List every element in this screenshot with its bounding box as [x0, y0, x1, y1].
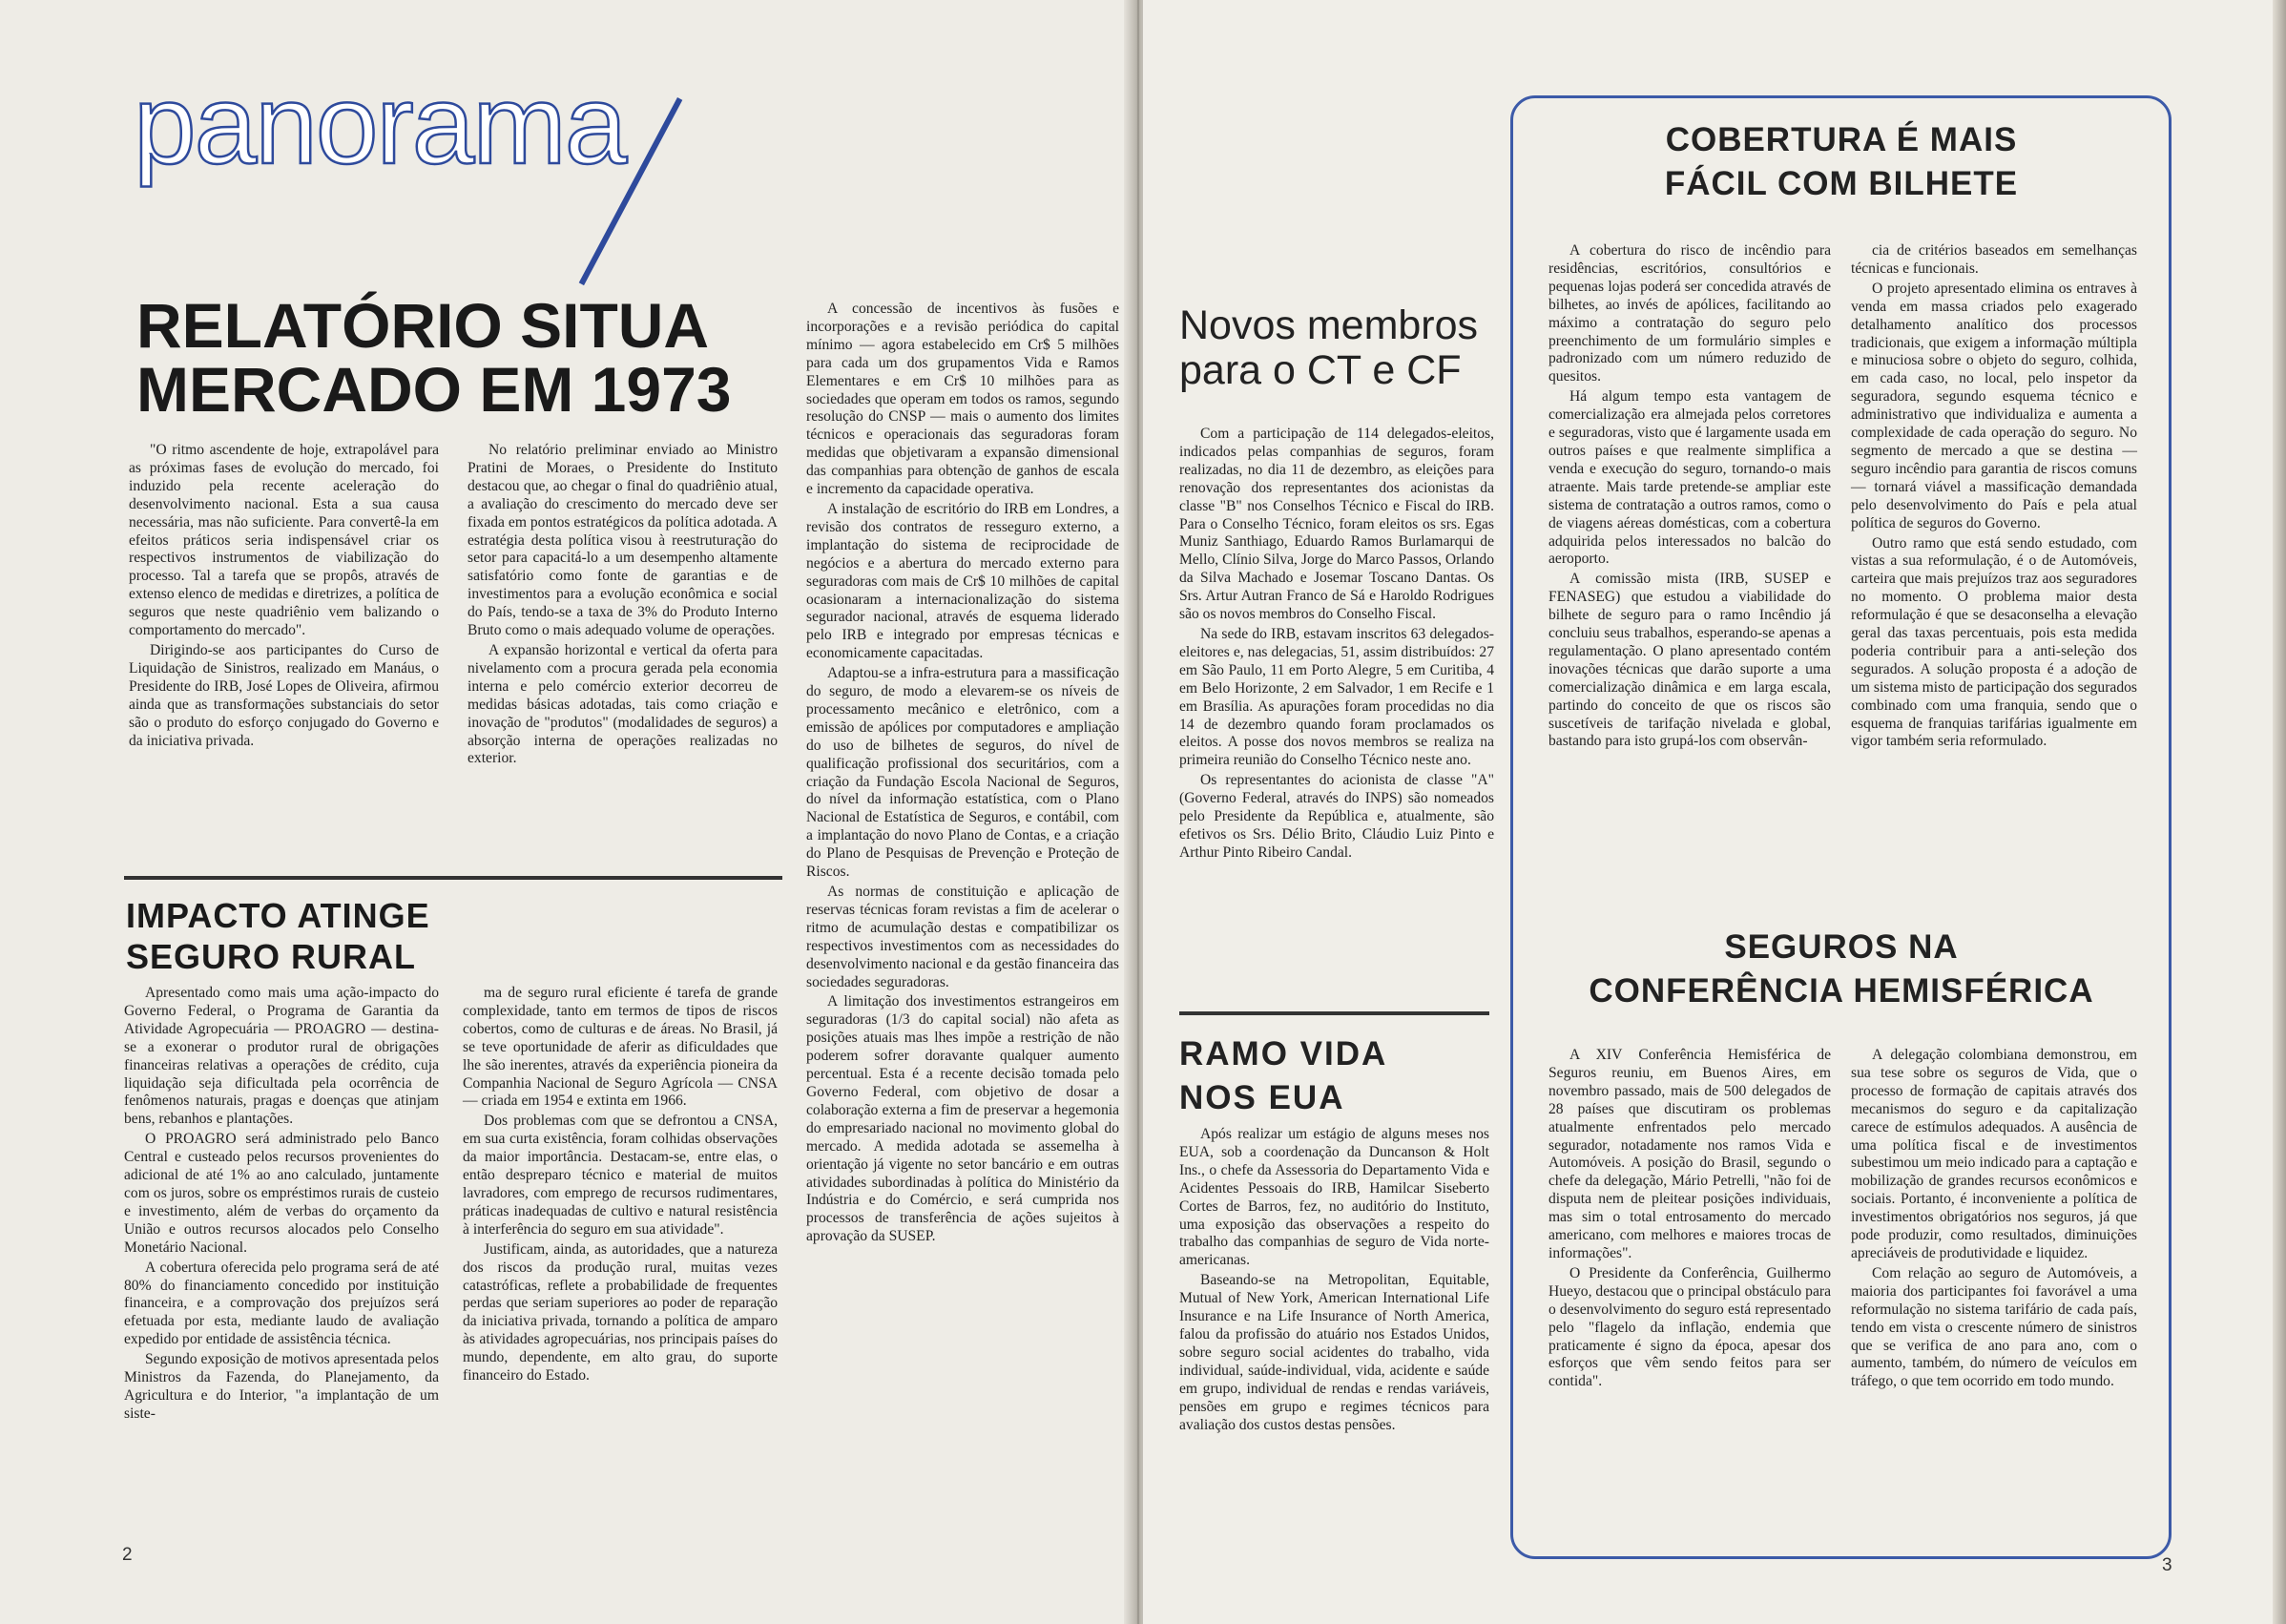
- article-column: [1548, 242, 1831, 753]
- headline-line: NOS EUA: [1179, 1078, 1345, 1116]
- paragraph: A concessão de incentivos às fusões e incorporações e a revisão periódica do capital mínimo — agora estabelecido em Cr$ 5 milhões para cada um dos grupamentos Vida e Ramos Elementares e em Cr$ 10 milhões para as sociedades que operam em todos os ramos, segundo resolução do CNSP — mais o aumento dos limites técnicos e operacionais das seguradoras foram medidas que objetivaram a expansão dimensional das companhias para obtenção de ganhos de escala e incremento da capacidade operativa.: [806, 301, 1119, 498]
- paragraph: A XIV Conferência Hemisférica de Seguros reuniu, em Buenos Aires, em novembro passado, mais de 500 delegados de 28 países que discutiram os problemas atualmente enfrentados pelo mercado segurador, notadamente nos ramos Vida e Automóveis. A posição do Brasil, segundo o chefe da delegação, Mário Petrelli, "não foi de disputa nem de pleitear posições individuais, mas sim o total entrosamento do mercado americano, com melhores e maiores trocas de informações".: [1548, 1047, 1831, 1261]
- paragraph: A expansão horizontal e vertical da oferta para nivelamento com a procura gerada pela economia interna e pelo comércio exterior decorreu de medidas básicas adotadas, tais como criação e inovação de "produtos" (modalidades de seguros) a absorção interna de operações realizadas no exterior.: [468, 641, 778, 767]
- paragraph: O Presidente da Conferência, Guilhermo Hueyo, destacou que o principal obstáculo para o desenvolvimento do seguro está representado pelo "flagelo da inflação, endemia que praticamente é signo da época, apesar dos esforços que vêm sendo feitos para ser contida".: [1548, 1264, 1831, 1390]
- paragraph: Justificam, ainda, as autoridades, que a natureza dos riscos da produção rural, muitas vezes catastróficas, reflete a probabilidade de frequentes perdas que seriam superiores ao poder de reparação da iniciativa privada, tornando a política de amparo às atividades agropecuárias, nos principais países do mundo, dependente, em alto grau, do suporte financeiro do Estado.: [463, 1240, 778, 1385]
- paragraph: Apresentado como mais uma ação-impacto do Governo Federal, o Programa de Garantia da Atividade Agropecuária — PROAGRO — destina-se a exonerar o produtor rural de obrigações financeiras relativas a operações de crédito, cuja liquidação seja dificultada pela ocorrência de fenômenos naturais, pragas e doenças que atinjam bens, rebanhos e plantações.: [124, 985, 439, 1128]
- article-column: [468, 442, 778, 770]
- article-column: [1179, 426, 1494, 864]
- page-number: 3: [2162, 1555, 2172, 1575]
- paragraph: A limitação dos investimentos estrangeiros em seguradoras (1/3 do capital social) não afeta as posições atuais mas lhes impõe a restrição de não poderem sofrer doravante qualquer aumento percentual. Esta é a recente decisão tomada pelo Governo Federal, com objetivo de dosar a colaboração externa a fim de preservar a hegemonia do empresariado nacional no movimento global do mercado. A medida adotada se assemelha à orientação já vigente no setor bancário e em outras atividades subordinadas à política do Ministério da Indústria e do Comércio, e será cumprida nos processos de transferência de ações sujeitos à aprovação da SUSEP.: [806, 993, 1119, 1245]
- article-column: [1179, 1126, 1489, 1436]
- paragraph: Adaptou-se a infra-estrutura para a massificação do seguro, de modo a elevarem-se os níveis de processamento mecânico e eletrônico, com a emissão de apólices por computadores e ampliação do uso de bilhetes de seguros, do nível de qualificação profissional dos securitários, com a criação da Fundação Escola Nacional de Seguros, do nível da informação estatística, com o Plano Nacional de Estatística de Seguros, e contábil, com a implantação do novo Plano de Contas, e a criação do Plano de Pesquisas de Prevenção e Proteção de Riscos.: [806, 665, 1119, 881]
- paragraph: "O ritmo ascendente de hoje, extrapolável para as próximas fases de evolução do mercado, foi induzido pela recente aceleração do desenvolvimento nacional. Esta a sua causa necessária, mas não suficiente. Para convertê-la em efeitos práticos seria indispensável criar os respectivos instrumentos de viabilização do processo. Tal a tarefa que se propôs, através de extenso elenco de medidas e diretrizes, a política de seguros que neste quadriênio vem balizando o comportamento do mercado".: [129, 442, 439, 639]
- article-column: [463, 985, 778, 1387]
- paragraph: As normas de constituição e aplicação de reservas técnicas foram revistas a fim de acelerar o ritmo de acumulação destas e compatibilizar os respectivos investimentos com as necessidades do desenvolvimento nacional e da gestão financeira das sociedades seguradoras.: [806, 884, 1119, 990]
- paragraph: O PROAGRO será administrado pelo Banco Central e custeado pelos recursos provenientes do adicional de até 1% ao ano calculado, juntamente com os juros, sobre os empréstimos rurais de custeio e investimento, além de verbas do orçamento da União e outros recursos alocados pelo Conselho Monetário Nacional.: [124, 1131, 439, 1256]
- paragraph: Com relação ao seguro de Automóveis, a maioria dos participantes foi favorável a uma reformulação no sistema tarifário de cada país, tendo em vista o crescente número de sinistros que se verifica de ano para ano, com o aumento, também, do número de veículos em tráfego, o que tem ocorrido em todo mundo.: [1851, 1264, 2137, 1390]
- paragraph: Os representantes do acionista de classe "A" (Governo Federal, através do INPS) são nomeados pelo Presidente da República e, atualmente, são efetivos os Srs. Délio Brito, Cláudio Luiz Pinto e Arthur Pinto Ribeiro Candal.: [1179, 772, 1494, 861]
- paragraph: Dirigindo-se aos participantes do Curso de Liquidação de Sinistros, realizado em Manáus, o Presidente do IRB, José Lopes de Oliveira, afirmou ainda que as transformações substanciais do setor são o produto do esforço conjugado do Governo e da iniciativa privada.: [129, 641, 439, 749]
- headline-line: COBERTURA É MAIS: [1665, 121, 2018, 158]
- paragraph: Dos problemas com que se defrontou a CNSA, em sua curta existência, foram colhidas observações da maior importância. Destacam-se, entre elas, o então despreparo técnico e material de muitos lavradores, com emprego de recursos rudimentares, práticas inadequadas de cultivo e natural resistência à interferência do seguro em sua atividade".: [463, 1113, 778, 1238]
- headline-line: para o CT e CF: [1179, 347, 1462, 394]
- article-column: [1548, 1047, 1831, 1393]
- article-column: [129, 442, 439, 752]
- left-page: [0, 0, 1133, 1624]
- paragraph: A delegação colombiana demonstrou, em sua tese sobre os seguros de Vida, que o processo de formação de capitais através dos mecanismos do seguro e da capitalização carece de estímulos adequados. A ausência de uma política fiscal e de investimentos subestimou um meio indicado para a captação e mobilização de grandes recursos econômicos e sociais. Portanto, é inconveniente a política de investimentos obrigatórios nos seguros, já que pode produzir, como resultados, diminuições apreciáveis de produtividade e liquidez.: [1851, 1047, 2137, 1261]
- paragraph: Segundo exposição de motivos apresentada pelos Ministros da Fazenda, do Planejamento, da Agricultura e do Interior, "a implantação de um siste-: [124, 1351, 439, 1422]
- headline-line: CONFERÊNCIA HEMISFÉRICA: [1589, 971, 2094, 1010]
- paragraph: Com a participação de 114 delegados-eleitos, indicados pelas companhias de seguros, foram realizadas, no dia 11 de dezembro, as eleições para renovação dos representantes dos acionistas da classe "B" nos Conselhos Técnico e Fiscal do IRB. Para o Conselho Técnico, foram eleitos os srs. Egas Muniz Santhiago, Eduardo Ramos Burlamarqui de Mello, Clínio Silva, Jorge do Marco Passos, Orlando da Silva Machado e Josemar Toscano Dantas. Os Srs. Artur Autran Franco de Sá e Haroldo Rodrigues são os novos membros do Conselho Fiscal.: [1179, 426, 1494, 623]
- headline-line: RAMO VIDA: [1179, 1035, 1388, 1072]
- headline-line: Novos membros: [1179, 302, 1479, 348]
- headline-line: RELATÓRIO SITUA: [136, 290, 710, 361]
- article-column: [806, 301, 1119, 1248]
- article-headline: [1179, 1032, 1387, 1119]
- article-headline: [136, 290, 732, 426]
- page-edge: [2273, 0, 2286, 1624]
- paragraph: Após realizar um estágio de alguns meses nos EUA, sob a coordenação da Duncanson & Holt Ins., o chefe da Assessoria do Departamento Vida e Acidentes Pessoais do IRB, Hamilcar Siseberto Cortes de Barros, fez, no auditório do Instituto, uma exposição das observações a respeito do trabalho das companhias de seguro de Vida norte-americanas.: [1179, 1126, 1489, 1269]
- article-column: [124, 985, 439, 1426]
- article-column: [1851, 242, 2137, 753]
- headline-line: SEGURO RURAL: [126, 937, 417, 977]
- article-headline: [1546, 926, 2137, 1012]
- headline-line: FÁCIL COM BILHETE: [1664, 164, 2019, 202]
- headline-line: SEGUROS NA: [1724, 928, 1959, 966]
- headline-line: IMPACTO ATINGE: [126, 896, 430, 935]
- paragraph: Baseando-se na Metropolitan, Equitable, Mutual of New York, American International Life Insurance e na Life Insurance of North America, falou da profissão do atuário nos Estados Unidos, sobre seguro social acidentes do trabalho, vida individual, saúde-individual, vida, acidente e saúde em grupo, individual de rendas e rendas variáveis, pensões em grupo e regimes técnicos para avaliação dos custos destas pensões.: [1179, 1272, 1489, 1433]
- section-divider: [124, 876, 782, 880]
- paragraph: No relatório preliminar enviado ao Ministro Pratini de Moraes, o Presidente do Instituto destacou que, ao chegar o final do quadriênio atual, a avaliação do crescimento do mercado deve ser fixada em pontos estratégicos da política adotada. A estratégia desta política visou à reestruturação do setor para capacitá-lo a um desempenho altamente satisfatório como fonte de garantias e de investimentos para a evolução econômica e social do País, tendo-se a taxa de 3% do Produto Interno Bruto como o mais adequado volume de operações.: [468, 442, 778, 639]
- headline-line: MERCADO EM 1973: [136, 354, 732, 426]
- panorama-logo: [134, 62, 763, 269]
- paragraph: A cobertura oferecida pelo programa será de até 80% do financiamento concedido por instituição financeira, e a comprovação dos prejuízos será efetuada por esta, mediante laudo de avaliação expedido por entidade de assistência técnica.: [124, 1259, 439, 1348]
- paragraph: Na sede do IRB, estavam inscritos 63 delegados-eleitores e, nas delegacias, 51, assim distribuídos: 27 em São Paulo, 11 em Porto Alegre, 5 em Curitiba, 4 em Belo Horizonte, 2 em Salvador, 1 em Recife e 1 em Brasília. As apurações foram procedidas no dia 14 de dezembro quando foram proclamados os eleitos. A posse dos novos membros se realiza na primeira reunião do Conselho Técnico neste ano.: [1179, 625, 1494, 769]
- paragraph: Outro ramo que está sendo estudado, com vistas a sua reformulação, é o de Automóveis, carteira que mais prejuízos traz aos seguradores no momento. O problema maior desta reformulação é que se desaconselha a elevação geral das taxas percentuais, pois esta medida poderia contribuir para a anti-seleção dos segurados. A solução proposta é a adoção de um sistema misto de participação dos segurados combinado com uma franquia, sendo que o esquema de franquias tarifárias igualmente em vigor também seria reformulado.: [1851, 534, 2137, 750]
- paragraph: A cobertura do risco de incêndio para residências, escritórios, consultórios e pequenas lojas poderá ser concedida através de bilhetes, ao invés de apólices, facilitando ao máximo a contratação do seguro pelo preenchimento de um formulário simples e padronizado com um número reduzido de quesitos.: [1548, 242, 1831, 385]
- paragraph: A instalação de escritório do IRB em Londres, a revisão dos contratos de resseguro externo, a implantação do sistema de reciprocidade de negócios e a abertura do mercado externo para seguradoras com mais de Cr$ 10 milhões de capital ocasionaram a internacionalização do sistema segurador nacional, através de esquema liderado pelo IRB e integrado por empresas técnicas e economicamente capacitadas.: [806, 500, 1119, 662]
- paragraph: A comissão mista (IRB, SUSEP e FENASEG) que estudou a viabilidade do bilhete de seguro para o ramo Incêndio já concluiu seus trabalhos, esperando-se apenas a regulamentação. O plano apresentado contém inovações técnicas que darão suporte a uma comercialização dinâmica e em larga escala, partindo do conceito de que os riscos são suscetíveis de tarifação nivelada e global, bastando para isto grupá-los com observân-: [1548, 571, 1831, 750]
- logo-text: panorama: [134, 62, 626, 188]
- page-number: 2: [122, 1545, 133, 1565]
- paragraph: cia de critérios baseados em semelhanças técnicas e funcionais.: [1851, 242, 2137, 277]
- paragraph: O projeto apresentado elimina os entraves à venda em massa criados pelo exagerado detalhamento analítico dos processos tradicionais, que exigem a informação múltipla e minuciosa sobre o objeto do seguro, colhida, em cada caso, no local, pelo inspetor da seguradora, segundo esquema técnico e administrativo que individualiza e aumenta a complexidade de cada operação do seguro. No segmento de mercado a que se destina — seguro incêndio para garantia de riscos comuns — tornará viável a massificação demandada pelo desenvolvimento do País e pela atual política de seguros do Governo.: [1851, 280, 2137, 531]
- paragraph: Há algum tempo esta vantagem de comercialização era almejada pelos corretores e seguradoras, visto que é largamente usada em outros países e que realmente simplifica a venda e execução do seguro, tornando-o mais atraente. Mais tarde pretende-se ampliar este sistema de contratação a outros ramos, como o de viagens aéreas domésticas, com a cobertura adquirida pelos interessados no balcão do aeroporto.: [1548, 388, 1831, 568]
- article-headline: [1546, 118, 2137, 205]
- article-headline: [126, 895, 430, 977]
- section-divider: [1179, 1011, 1489, 1015]
- article-headline: [1179, 303, 1478, 394]
- article-column: [1851, 1047, 2137, 1393]
- paragraph: ma de seguro rural eficiente é tarefa de grande complexidade, tanto em termos de tipos de riscos cobertos, como de culturas e de áreas. No Brasil, já se teve oportunidade de aferir as dificuldades que lhe são inerentes, através da experiência pioneira da Companhia Nacional de Seguro Agrícola — CNSA — criada em 1954 e extinta em 1966.: [463, 985, 778, 1110]
